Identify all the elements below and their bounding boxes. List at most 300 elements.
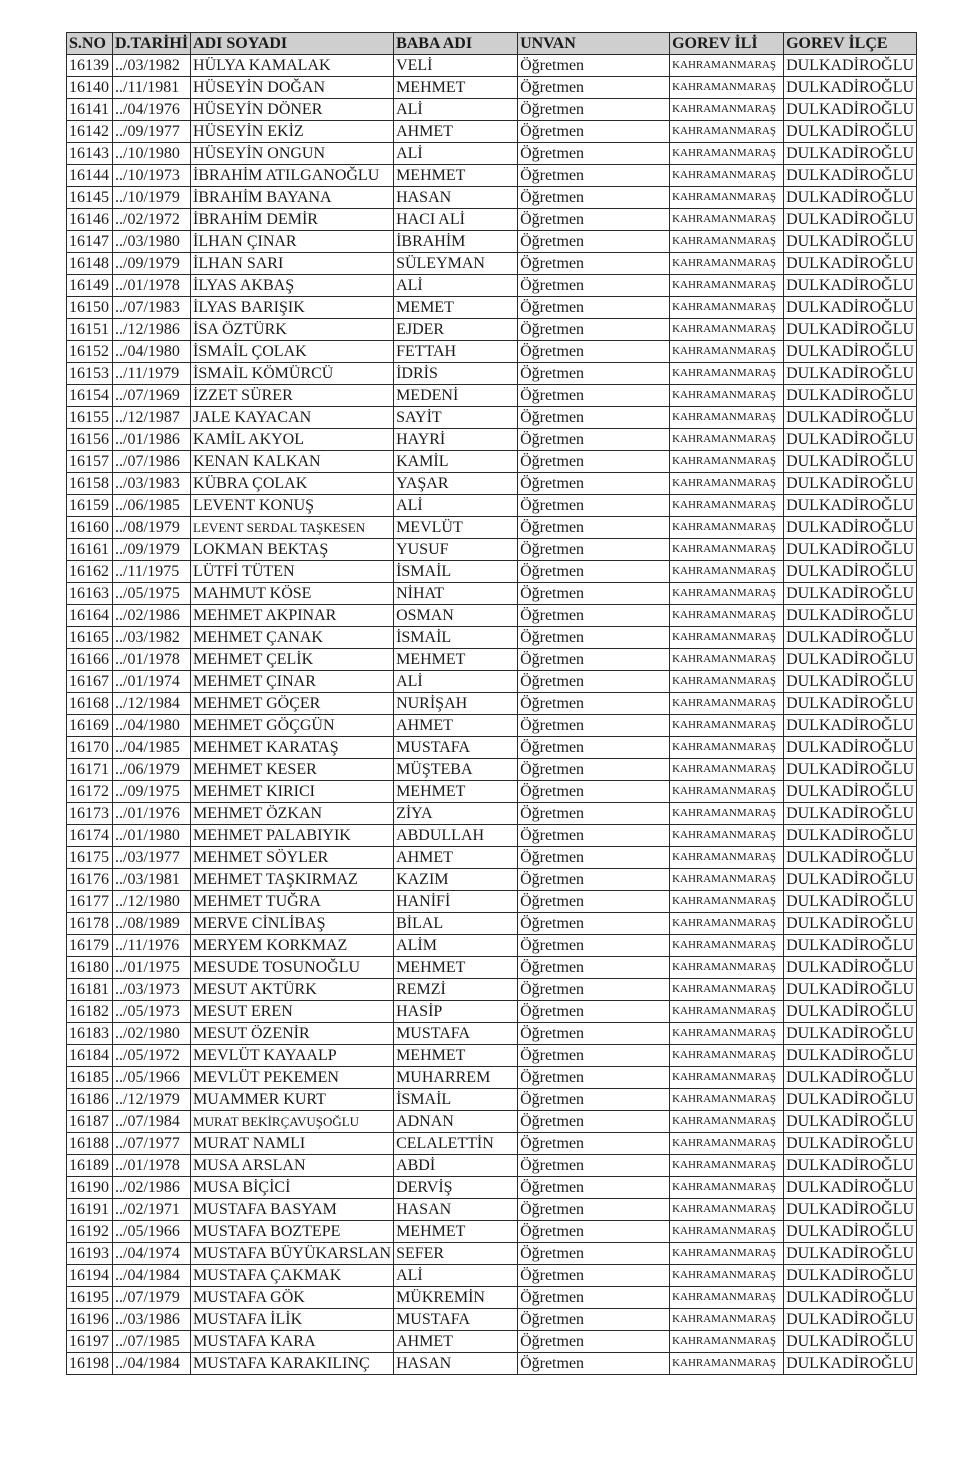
cell-title: Öğretmen (518, 429, 670, 451)
cell-birth-date: ../07/1979 (113, 1287, 191, 1309)
cell-province: KAHRAMANMARAŞ (670, 1045, 784, 1067)
cell-father-name: MEHMET (394, 165, 518, 187)
cell-sno: 16144 (67, 165, 113, 187)
cell-province: KAHRAMANMARAŞ (670, 1243, 784, 1265)
table-row (67, 231, 917, 253)
cell-title: Öğretmen (518, 825, 670, 847)
cell-sno: 16160 (67, 517, 113, 539)
cell-title: Öğretmen (518, 1045, 670, 1067)
cell-province: KAHRAMANMARAŞ (670, 825, 784, 847)
cell-title: Öğretmen (518, 1353, 670, 1375)
table-row (67, 737, 917, 759)
cell-sno: 16146 (67, 209, 113, 231)
cell-district: DULKADİROĞLU (784, 1331, 917, 1353)
cell-district: DULKADİROĞLU (784, 957, 917, 979)
cell-birth-date: ../04/1984 (113, 1265, 191, 1287)
cell-birth-date: ../05/1975 (113, 583, 191, 605)
table-header (67, 33, 917, 55)
cell-sno: 16177 (67, 891, 113, 913)
cell-full-name: KÜBRA ÇOLAK (191, 473, 394, 495)
cell-father-name: İDRİS (394, 363, 518, 385)
cell-province: KAHRAMANMARAŞ (670, 759, 784, 781)
cell-province: KAHRAMANMARAŞ (670, 473, 784, 495)
cell-full-name: HÜSEYİN DOĞAN (191, 77, 394, 99)
cell-birth-date: ../09/1979 (113, 539, 191, 561)
cell-birth-date: ../07/1969 (113, 385, 191, 407)
cell-full-name: MURAT BEKİRÇAVUŞOĞLU (191, 1111, 394, 1133)
cell-province: KAHRAMANMARAŞ (670, 715, 784, 737)
cell-sno: 16179 (67, 935, 113, 957)
cell-father-name: ZİYA (394, 803, 518, 825)
cell-sno: 16145 (67, 187, 113, 209)
cell-title: Öğretmen (518, 1155, 670, 1177)
table-row (67, 979, 917, 1001)
cell-title: Öğretmen (518, 1067, 670, 1089)
cell-birth-date: ../08/1989 (113, 913, 191, 935)
table-row (67, 891, 917, 913)
table-row (67, 1177, 917, 1199)
cell-birth-date: ../03/1983 (113, 473, 191, 495)
cell-father-name: AHMET (394, 715, 518, 737)
cell-father-name: MUSTAFA (394, 1309, 518, 1331)
table-row (67, 1133, 917, 1155)
table-row (67, 187, 917, 209)
table-row (67, 1353, 917, 1375)
cell-sno: 16189 (67, 1155, 113, 1177)
cell-district: DULKADİROĞLU (784, 1111, 917, 1133)
cell-title: Öğretmen (518, 121, 670, 143)
cell-birth-date: ../01/1978 (113, 1155, 191, 1177)
cell-full-name: MUAMMER KURT (191, 1089, 394, 1111)
table-row (67, 517, 917, 539)
cell-father-name: CELALETTİN (394, 1133, 518, 1155)
cell-district: DULKADİROĞLU (784, 1353, 917, 1375)
cell-full-name: İZZET SÜRER (191, 385, 394, 407)
table-row (67, 1111, 917, 1133)
cell-district: DULKADİROĞLU (784, 1199, 917, 1221)
table-row (67, 473, 917, 495)
cell-father-name: MEHMET (394, 1221, 518, 1243)
cell-full-name: MEHMET SÖYLER (191, 847, 394, 869)
cell-district: DULKADİROĞLU (784, 451, 917, 473)
cell-title: Öğretmen (518, 1001, 670, 1023)
cell-sno: 16143 (67, 143, 113, 165)
cell-birth-date: ../05/1973 (113, 1001, 191, 1023)
cell-father-name: MEHMET (394, 649, 518, 671)
table-row (67, 693, 917, 715)
table-row (67, 803, 917, 825)
cell-sno: 16150 (67, 297, 113, 319)
cell-district: DULKADİROĞLU (784, 1309, 917, 1331)
cell-father-name: ALİ (394, 143, 518, 165)
cell-title: Öğretmen (518, 1023, 670, 1045)
cell-district: DULKADİROĞLU (784, 627, 917, 649)
table-row (67, 1243, 917, 1265)
cell-province: KAHRAMANMARAŞ (670, 693, 784, 715)
table-row (67, 99, 917, 121)
cell-full-name: MUSTAFA GÖK (191, 1287, 394, 1309)
cell-province: KAHRAMANMARAŞ (670, 451, 784, 473)
cell-title: Öğretmen (518, 1177, 670, 1199)
cell-birth-date: ../04/1984 (113, 1353, 191, 1375)
cell-province: KAHRAMANMARAŞ (670, 803, 784, 825)
cell-birth-date: ../11/1979 (113, 363, 191, 385)
header-district: GOREV İLÇE (784, 33, 917, 55)
cell-father-name: MUSTAFA (394, 737, 518, 759)
cell-title: Öğretmen (518, 55, 670, 77)
cell-province: KAHRAMANMARAŞ (670, 1199, 784, 1221)
cell-father-name: ALİ (394, 1265, 518, 1287)
cell-full-name: MEVLÜT PEKEMEN (191, 1067, 394, 1089)
cell-province: KAHRAMANMARAŞ (670, 121, 784, 143)
cell-title: Öğretmen (518, 759, 670, 781)
table-row (67, 1221, 917, 1243)
table-row (67, 363, 917, 385)
cell-province: KAHRAMANMARAŞ (670, 407, 784, 429)
cell-province: KAHRAMANMARAŞ (670, 869, 784, 891)
table-row (67, 297, 917, 319)
cell-full-name: LEVENT KONUŞ (191, 495, 394, 517)
cell-district: DULKADİROĞLU (784, 55, 917, 77)
cell-province: KAHRAMANMARAŞ (670, 341, 784, 363)
table-row (67, 781, 917, 803)
cell-title: Öğretmen (518, 957, 670, 979)
cell-birth-date: ../06/1979 (113, 759, 191, 781)
cell-father-name: AHMET (394, 121, 518, 143)
cell-full-name: MESUDE TOSUNOĞLU (191, 957, 394, 979)
table-row (67, 869, 917, 891)
cell-sno: 16175 (67, 847, 113, 869)
cell-birth-date: ../10/1973 (113, 165, 191, 187)
cell-birth-date: ../01/1986 (113, 429, 191, 451)
cell-father-name: AHMET (394, 1331, 518, 1353)
cell-province: KAHRAMANMARAŞ (670, 627, 784, 649)
cell-province: KAHRAMANMARAŞ (670, 1287, 784, 1309)
cell-title: Öğretmen (518, 341, 670, 363)
cell-father-name: ABDULLAH (394, 825, 518, 847)
cell-birth-date: ../05/1972 (113, 1045, 191, 1067)
cell-district: DULKADİROĞLU (784, 693, 917, 715)
cell-title: Öğretmen (518, 1089, 670, 1111)
personnel-table (66, 32, 917, 1375)
cell-full-name: MEHMET TAŞKIRMAZ (191, 869, 394, 891)
cell-title: Öğretmen (518, 209, 670, 231)
cell-father-name: ABDİ (394, 1155, 518, 1177)
cell-title: Öğretmen (518, 671, 670, 693)
cell-district: DULKADİROĞLU (784, 121, 917, 143)
cell-sno: 16162 (67, 561, 113, 583)
cell-title: Öğretmen (518, 979, 670, 1001)
cell-full-name: MEHMET KIRICI (191, 781, 394, 803)
cell-district: DULKADİROĞLU (784, 847, 917, 869)
cell-title: Öğretmen (518, 715, 670, 737)
cell-full-name: İLHAN ÇINAR (191, 231, 394, 253)
cell-birth-date: ../12/1987 (113, 407, 191, 429)
cell-sno: 16156 (67, 429, 113, 451)
cell-sno: 16163 (67, 583, 113, 605)
cell-full-name: MUSTAFA BÜYÜKARSLAN (191, 1243, 394, 1265)
cell-birth-date: ../01/1975 (113, 957, 191, 979)
cell-birth-date: ../02/1986 (113, 605, 191, 627)
cell-full-name: MUSA ARSLAN (191, 1155, 394, 1177)
cell-province: KAHRAMANMARAŞ (670, 1221, 784, 1243)
table-row (67, 1287, 917, 1309)
cell-birth-date: ../11/1975 (113, 561, 191, 583)
cell-birth-date: ../02/1980 (113, 1023, 191, 1045)
cell-province: KAHRAMANMARAŞ (670, 1089, 784, 1111)
cell-birth-date: ../03/1982 (113, 627, 191, 649)
cell-district: DULKADİROĞLU (784, 297, 917, 319)
cell-birth-date: ../09/1975 (113, 781, 191, 803)
cell-sno: 16140 (67, 77, 113, 99)
cell-province: KAHRAMANMARAŞ (670, 187, 784, 209)
table-row (67, 341, 917, 363)
cell-district: DULKADİROĞLU (784, 979, 917, 1001)
cell-province: KAHRAMANMARAŞ (670, 55, 784, 77)
table-row (67, 671, 917, 693)
cell-title: Öğretmen (518, 253, 670, 275)
cell-birth-date: ../04/1974 (113, 1243, 191, 1265)
cell-district: DULKADİROĞLU (784, 1221, 917, 1243)
cell-province: KAHRAMANMARAŞ (670, 539, 784, 561)
cell-father-name: OSMAN (394, 605, 518, 627)
cell-sno: 16168 (67, 693, 113, 715)
cell-father-name: AHMET (394, 847, 518, 869)
cell-title: Öğretmen (518, 583, 670, 605)
cell-father-name: EJDER (394, 319, 518, 341)
table-row (67, 825, 917, 847)
cell-birth-date: ../05/1966 (113, 1221, 191, 1243)
cell-province: KAHRAMANMARAŞ (670, 385, 784, 407)
cell-birth-date: ../07/1983 (113, 297, 191, 319)
cell-province: KAHRAMANMARAŞ (670, 297, 784, 319)
cell-birth-date: ../12/1980 (113, 891, 191, 913)
cell-sno: 16155 (67, 407, 113, 429)
cell-full-name: MERYEM KORKMAZ (191, 935, 394, 957)
cell-sno: 16182 (67, 1001, 113, 1023)
table-row (67, 55, 917, 77)
cell-father-name: HASAN (394, 1353, 518, 1375)
cell-full-name: MUSTAFA KARAKILINÇ (191, 1353, 394, 1375)
cell-province: KAHRAMANMARAŞ (670, 517, 784, 539)
header-birth-date: D.TARİHİ (113, 33, 191, 55)
table-row (67, 1023, 917, 1045)
cell-full-name: İBRAHİM ATILGANOĞLU (191, 165, 394, 187)
cell-birth-date: ../01/1978 (113, 275, 191, 297)
cell-sno: 16166 (67, 649, 113, 671)
cell-province: KAHRAMANMARAŞ (670, 231, 784, 253)
cell-title: Öğretmen (518, 913, 670, 935)
cell-father-name: SEFER (394, 1243, 518, 1265)
table-row (67, 957, 917, 979)
cell-district: DULKADİROĞLU (784, 319, 917, 341)
cell-province: KAHRAMANMARAŞ (670, 1177, 784, 1199)
cell-sno: 16192 (67, 1221, 113, 1243)
cell-father-name: İSMAİL (394, 627, 518, 649)
cell-title: Öğretmen (518, 275, 670, 297)
cell-district: DULKADİROĞLU (784, 583, 917, 605)
cell-birth-date: ../09/1977 (113, 121, 191, 143)
cell-father-name: ALİ (394, 671, 518, 693)
cell-full-name: MEHMET AKPINAR (191, 605, 394, 627)
cell-birth-date: ../02/1972 (113, 209, 191, 231)
cell-sno: 16186 (67, 1089, 113, 1111)
cell-birth-date: ../11/1981 (113, 77, 191, 99)
cell-title: Öğretmen (518, 693, 670, 715)
cell-district: DULKADİROĞLU (784, 1177, 917, 1199)
cell-full-name: MESUT AKTÜRK (191, 979, 394, 1001)
cell-district: DULKADİROĞLU (784, 187, 917, 209)
cell-title: Öğretmen (518, 737, 670, 759)
table-row (67, 209, 917, 231)
cell-full-name: MUSTAFA ÇAKMAK (191, 1265, 394, 1287)
cell-district: DULKADİROĞLU (784, 869, 917, 891)
cell-district: DULKADİROĞLU (784, 385, 917, 407)
cell-title: Öğretmen (518, 1199, 670, 1221)
cell-sno: 16170 (67, 737, 113, 759)
cell-full-name: MAHMUT KÖSE (191, 583, 394, 605)
cell-sno: 16187 (67, 1111, 113, 1133)
cell-province: KAHRAMANMARAŞ (670, 363, 784, 385)
cell-full-name: MUSA BİÇİCİ (191, 1177, 394, 1199)
cell-birth-date: ../01/1976 (113, 803, 191, 825)
table-row (67, 561, 917, 583)
cell-title: Öğretmen (518, 1309, 670, 1331)
cell-father-name: HACI ALİ (394, 209, 518, 231)
cell-father-name: MEHMET (394, 77, 518, 99)
cell-title: Öğretmen (518, 1111, 670, 1133)
cell-birth-date: ../03/1973 (113, 979, 191, 1001)
cell-title: Öğretmen (518, 605, 670, 627)
cell-full-name: MEHMET ÇANAK (191, 627, 394, 649)
cell-district: DULKADİROĞLU (784, 1265, 917, 1287)
cell-full-name: HÜSEYİN EKİZ (191, 121, 394, 143)
cell-sno: 16172 (67, 781, 113, 803)
cell-full-name: MUSTAFA KARA (191, 1331, 394, 1353)
cell-district: DULKADİROĞLU (784, 715, 917, 737)
cell-father-name: İSMAİL (394, 561, 518, 583)
table-row (67, 583, 917, 605)
cell-father-name: NİHAT (394, 583, 518, 605)
cell-province: KAHRAMANMARAŞ (670, 561, 784, 583)
cell-title: Öğretmen (518, 187, 670, 209)
cell-title: Öğretmen (518, 1265, 670, 1287)
cell-sno: 16152 (67, 341, 113, 363)
cell-sno: 16197 (67, 1331, 113, 1353)
cell-father-name: İBRAHİM (394, 231, 518, 253)
table-row (67, 1067, 917, 1089)
cell-birth-date: ../04/1985 (113, 737, 191, 759)
cell-sno: 16154 (67, 385, 113, 407)
cell-birth-date: ../07/1977 (113, 1133, 191, 1155)
cell-district: DULKADİROĞLU (784, 429, 917, 451)
cell-title: Öğretmen (518, 649, 670, 671)
cell-birth-date: ../03/1981 (113, 869, 191, 891)
cell-full-name: KENAN KALKAN (191, 451, 394, 473)
cell-father-name: MUSTAFA (394, 1023, 518, 1045)
table-row (67, 913, 917, 935)
cell-full-name: LÜTFİ TÜTEN (191, 561, 394, 583)
cell-full-name: MUSTAFA İLİK (191, 1309, 394, 1331)
cell-province: KAHRAMANMARAŞ (670, 1155, 784, 1177)
cell-sno: 16167 (67, 671, 113, 693)
cell-birth-date: ../12/1979 (113, 1089, 191, 1111)
cell-sno: 16139 (67, 55, 113, 77)
cell-father-name: HASAN (394, 1199, 518, 1221)
table-row (67, 1089, 917, 1111)
cell-sno: 16183 (67, 1023, 113, 1045)
cell-province: KAHRAMANMARAŞ (670, 143, 784, 165)
cell-district: DULKADİROĞLU (784, 231, 917, 253)
cell-father-name: MÜKREMİN (394, 1287, 518, 1309)
cell-father-name: HANİFİ (394, 891, 518, 913)
cell-full-name: MUSTAFA BOZTEPE (191, 1221, 394, 1243)
cell-father-name: MÜŞTEBA (394, 759, 518, 781)
cell-title: Öğretmen (518, 539, 670, 561)
table-body (67, 55, 917, 1375)
cell-sno: 16142 (67, 121, 113, 143)
cell-province: KAHRAMANMARAŞ (670, 1133, 784, 1155)
cell-full-name: İLYAS AKBAŞ (191, 275, 394, 297)
header-full-name: ADI SOYADI (191, 33, 394, 55)
cell-full-name: İBRAHİM BAYANA (191, 187, 394, 209)
cell-province: KAHRAMANMARAŞ (670, 737, 784, 759)
cell-title: Öğretmen (518, 407, 670, 429)
table-row (67, 627, 917, 649)
cell-sno: 16196 (67, 1309, 113, 1331)
cell-birth-date: ../01/1978 (113, 649, 191, 671)
cell-district: DULKADİROĞLU (784, 1067, 917, 1089)
cell-birth-date: ../05/1966 (113, 1067, 191, 1089)
cell-father-name: ALİ (394, 99, 518, 121)
cell-district: DULKADİROĞLU (784, 473, 917, 495)
table-row (67, 253, 917, 275)
cell-father-name: MEHMET (394, 1045, 518, 1067)
cell-sno: 16178 (67, 913, 113, 935)
cell-full-name: JALE KAYACAN (191, 407, 394, 429)
cell-district: DULKADİROĞLU (784, 407, 917, 429)
cell-province: KAHRAMANMARAŞ (670, 165, 784, 187)
cell-district: DULKADİROĞLU (784, 891, 917, 913)
cell-birth-date: ../04/1980 (113, 341, 191, 363)
cell-title: Öğretmen (518, 1331, 670, 1353)
cell-birth-date: ../03/1980 (113, 231, 191, 253)
cell-sno: 16153 (67, 363, 113, 385)
cell-father-name: SÜLEYMAN (394, 253, 518, 275)
cell-sno: 16184 (67, 1045, 113, 1067)
header-father-name: BABA ADI (394, 33, 518, 55)
cell-district: DULKADİROĞLU (784, 1023, 917, 1045)
cell-province: KAHRAMANMARAŞ (670, 1111, 784, 1133)
cell-sno: 16164 (67, 605, 113, 627)
cell-province: KAHRAMANMARAŞ (670, 979, 784, 1001)
cell-district: DULKADİROĞLU (784, 913, 917, 935)
cell-father-name: ALİ (394, 275, 518, 297)
cell-district: DULKADİROĞLU (784, 77, 917, 99)
cell-father-name: FETTAH (394, 341, 518, 363)
cell-province: KAHRAMANMARAŞ (670, 1001, 784, 1023)
table-row (67, 605, 917, 627)
cell-sno: 16181 (67, 979, 113, 1001)
cell-birth-date: ../12/1984 (113, 693, 191, 715)
cell-district: DULKADİROĞLU (784, 253, 917, 275)
cell-province: KAHRAMANMARAŞ (670, 935, 784, 957)
cell-title: Öğretmen (518, 517, 670, 539)
cell-full-name: MEHMET GÖÇER (191, 693, 394, 715)
cell-title: Öğretmen (518, 363, 670, 385)
table-row (67, 165, 917, 187)
table-row (67, 429, 917, 451)
